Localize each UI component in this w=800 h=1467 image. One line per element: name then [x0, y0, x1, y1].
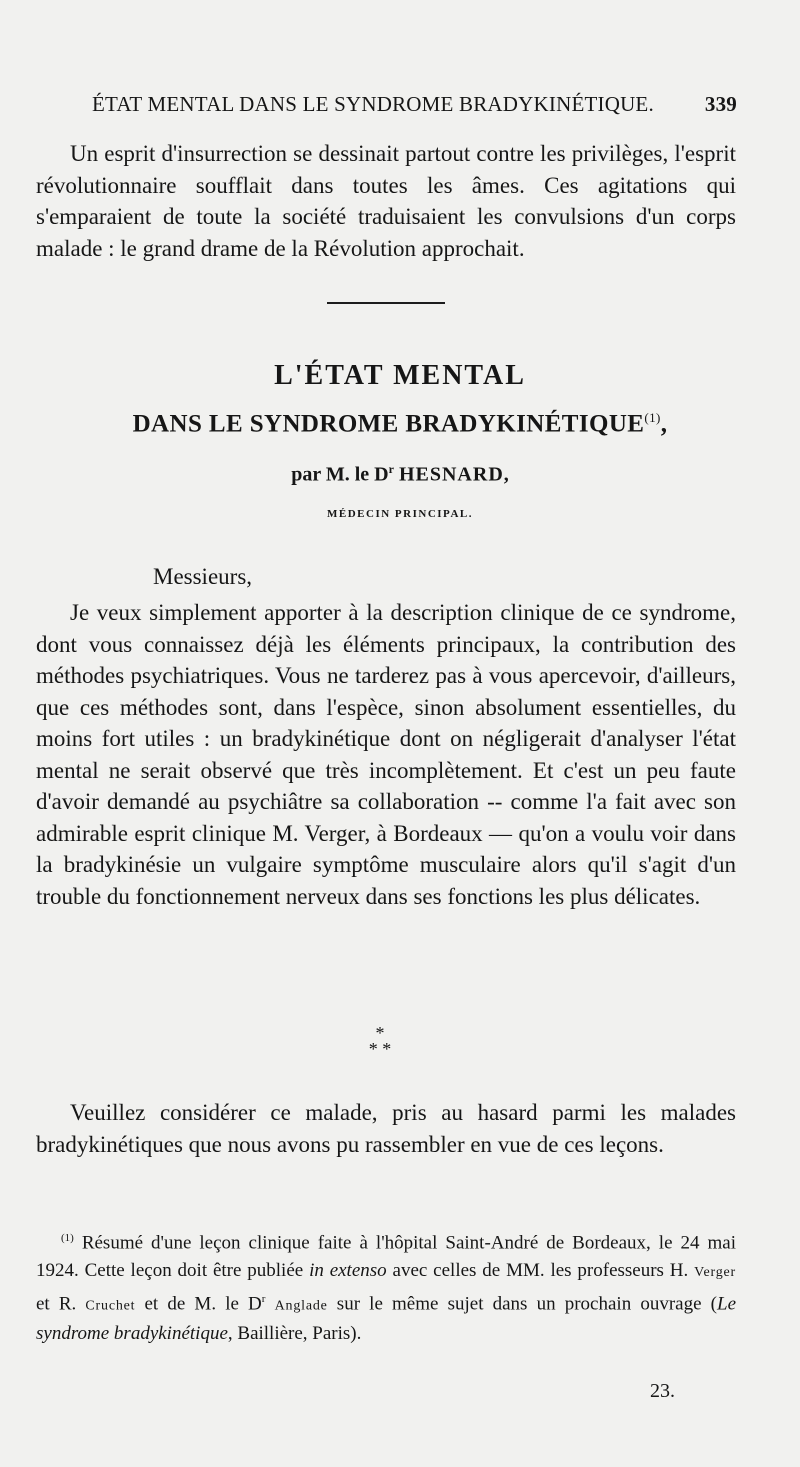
footnote-name-verger: Verger [694, 1264, 736, 1280]
body-text-2 [36, 1097, 736, 1160]
author-sup: r [388, 462, 394, 476]
asterism-top: * [375, 1023, 385, 1043]
body-text-1 [36, 597, 736, 912]
footnote-part5 [265, 1294, 274, 1315]
intro-text [36, 138, 736, 264]
footnote-italic1: in extenso [309, 1259, 387, 1281]
asterism [355, 1025, 405, 1057]
body-paragraph-1: Je veux simplement apporter à la description clinique de ce syndrome, dont vous connaissez déjà les éléments principaux, la contribution des méthodes psychiatriques. Vous ne tarderez pas à vous apercevoir, d'ailleurs, que ces méthodes sont, dans l'espèce, sinon absolument essentielles, du moins fort utiles : un bradykinétique dont on négligerait d'analyser l'état mental ne serait observé que très incomplètement. Et c'est un peu faute d'avoir demandé au psychiâtre sa collaboration -- comme l'a fait avec son admirable esprit clinique M. Verger, à Bordeaux — qu'on a voulu voir dans la bradykinésie un vulgaire symptôme musculaire alors qu'il s'agit d'un trouble du fonctionnement nerveux dans ses fonctions les plus délicates. [36, 600, 736, 909]
asterism-bottom: * * [368, 1039, 392, 1059]
footnote-part2: avec celles de MM. les professeurs H. [386, 1259, 695, 1281]
body-paragraph-2: Veuillez considérer ce malade, pris au hasard parmi les malades bradykinétiques que nous avons pu rassembler en vue de ces leçons. [36, 1100, 736, 1157]
footnote [36, 1225, 736, 1348]
intro-paragraph: Un esprit d'insurrection se dessinait partout contre les privilèges, l'esprit révolutionnaire soufflait dans toutes les âmes. Ces agitations qui s'emparaient de toute la société traduisaient les convulsions d'un corps malade : le grand drame de la Révolution approchait. [36, 141, 736, 261]
footnote-italic2: Le syndrome bradykinétique [36, 1293, 737, 1345]
section-divider [327, 302, 445, 304]
author-suffix: , [503, 463, 509, 486]
article-title-line1: L'ÉTAT MENTAL [274, 360, 526, 391]
footnote-part4: et de M. le D [135, 1293, 262, 1315]
author-line [0, 462, 800, 487]
page-number: 339 [704, 92, 737, 116]
salutation: Messieurs, [153, 564, 253, 589]
signature-mark: 23. [650, 1380, 675, 1402]
footnote-part3: et R. [36, 1293, 86, 1315]
footnote-part1: Résumé d'une leçon clinique faite à l'hôpital Saint-André de Bordeaux, le 24 mai 1924. Cette leçon doit être publiée [36, 1232, 736, 1281]
footnote-name-anglade: Anglade [274, 1298, 328, 1314]
footnote-name-cruchet: Cruchet [85, 1298, 136, 1314]
footnote-part6: sur le même sujet dans un prochain ouvrage ( [327, 1293, 718, 1315]
footnote-sup: r [261, 1293, 266, 1306]
footnote-part7: , Baillière, Paris). [227, 1323, 362, 1345]
author-name: HESNARD [398, 463, 504, 486]
running-title: ÉTAT MENTAL DANS LE SYNDROME BRADYKINÉTIQUE. [92, 92, 654, 116]
article-title-text: DANS LE SYNDROME BRADYKINÉTIQUE [132, 410, 645, 438]
title-end: , [660, 410, 668, 438]
footnote-paragraph [36, 1225, 736, 1348]
article-title-line2 [0, 410, 800, 438]
author-title: MÉDECIN PRINCIPAL. [327, 508, 473, 520]
author-prefix: par M. le D [291, 463, 389, 486]
footnote-marker: (1) [61, 1232, 74, 1244]
title-footnote-marker: (1) [644, 410, 661, 425]
